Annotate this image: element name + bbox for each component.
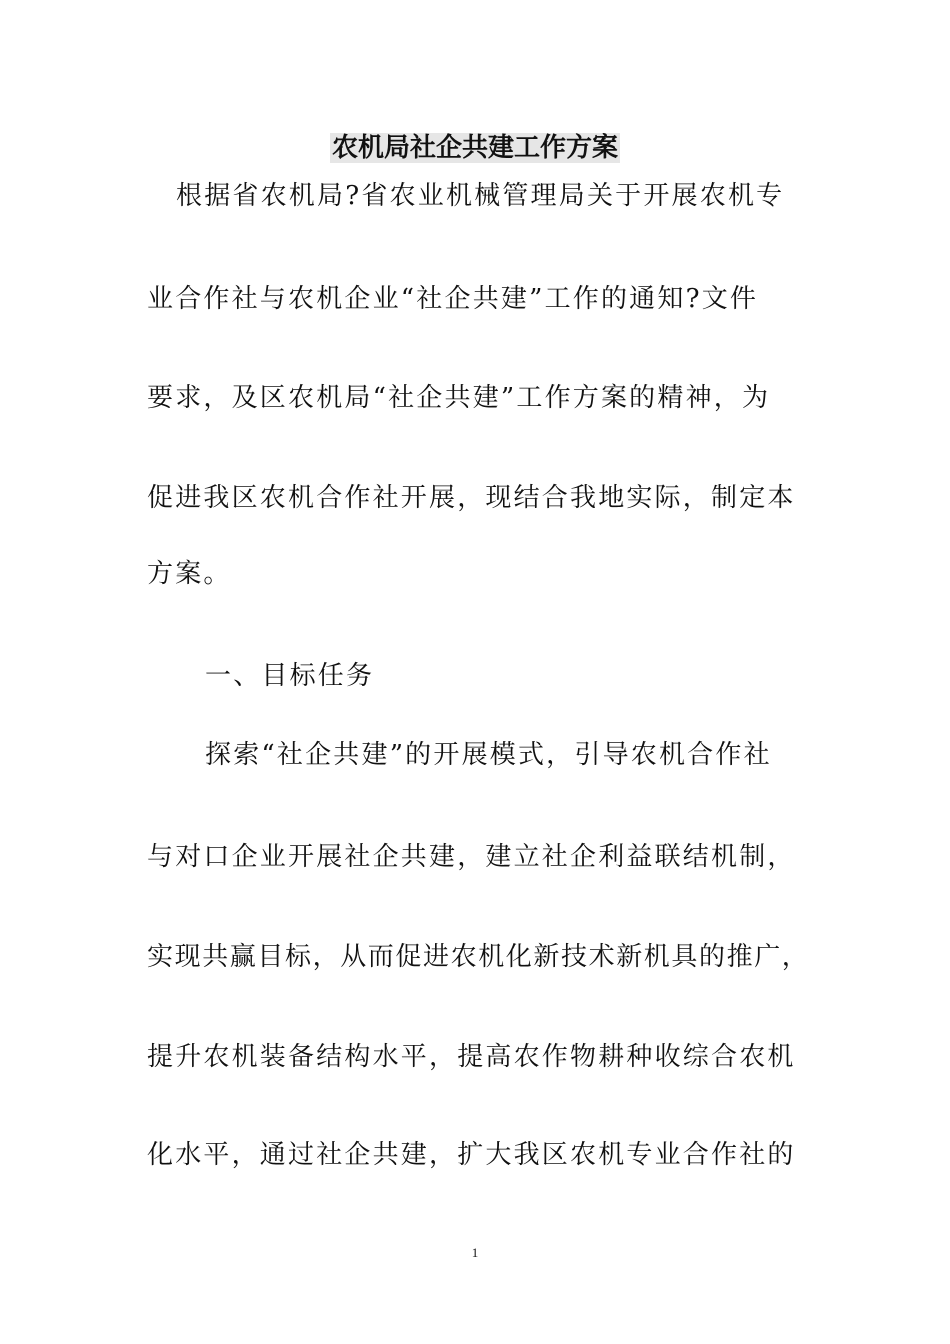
paragraph-line-2: 业合作社与农机企业“社企共建”工作的通知?文件	[147, 284, 759, 314]
paragraph-line-3: 要求，及区农机局“社企共建”工作方案的精神，为	[147, 383, 771, 413]
paragraph-line-8: 实现共赢目标，从而促进农机化新技术新机具的推广，	[147, 942, 810, 972]
document-title-text: 农机局社企共建工作方案	[331, 133, 618, 163]
paragraph-line-1: 根据省农机局?省农业机械管理局关于开展农机专	[176, 181, 785, 211]
paragraph-line-6: 探索“社企共建”的开展模式，引导农机合作社	[205, 740, 772, 770]
section-heading: 一、目标任务	[205, 661, 375, 691]
paragraph-line-7: 与对口企业开展社企共建，建立社企利益联结机制，	[147, 842, 796, 872]
paragraph-line-4: 促进我区农机合作社开展，现结合我地实际，制定本	[147, 483, 796, 513]
page-number: 1	[471, 1245, 479, 1260]
paragraph-line-10: 化水平，通过社企共建，扩大我区农机专业合作社的	[147, 1140, 796, 1170]
document-title	[0, 128, 950, 168]
paragraph-line-9: 提升农机装备结构水平，提高农作物耕种收综合农机	[147, 1042, 796, 1072]
paragraph-line-5: 方案。	[147, 559, 232, 589]
